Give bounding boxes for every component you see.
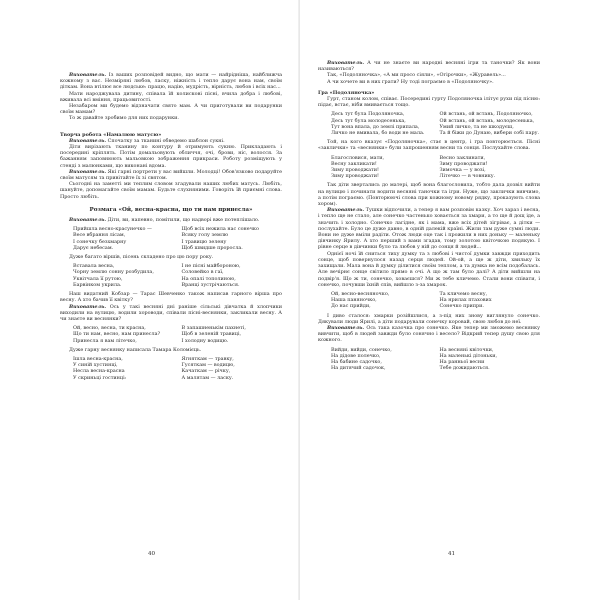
paragraph: Мати народжувала дитину, співала їй колискові пісні, вчила добра і любові, вживала всі вміння, працьовитості.: [60, 90, 282, 103]
poem-line: На маленькі дітоньки,: [439, 352, 498, 359]
poem-line: Благословися, мати,: [331, 154, 385, 161]
paragraph: Ось така казочка про сонечко. Яке тепер ми зможемо веснянку вивчити, щоб в людей завжди було сонячно і весело? Відкрий тепер душу свою для кожного.: [318, 324, 540, 344]
speaker-label: Вихователь.: [69, 72, 107, 78]
poem-line: Вранці зустрічаються.: [181, 281, 240, 288]
page-number: 41: [448, 551, 456, 557]
paragraph: То ж давайте зробимо для них подарунки.: [69, 115, 179, 122]
paragraph: Дуже гарну веснянку написала Тамара Коломієць.: [69, 346, 202, 353]
talk-title: Розмага «Ой, весна-красна, що ти нам принесла»: [89, 206, 253, 213]
poem-line: На весняні квіточки,: [439, 346, 494, 353]
poem-line: Уквітчала її рутою,: [73, 275, 123, 282]
work-title: Творча робота «Намалюю матусю»: [60, 131, 162, 138]
poem-line: Наша паняночко,: [331, 297, 377, 304]
poem-line: Соловейко в гаї,: [181, 269, 224, 276]
poem-block: [331, 291, 540, 310]
poem-line: Прийшла весно-красунечко —: [73, 226, 152, 233]
poem-line: Десь тут була Подоляночка,: [331, 111, 405, 118]
poem-line: Несла весна-красна: [73, 368, 125, 375]
paragraph: Гурт, станом колом, співає. Посередині гурту Подоляночка ілітує рухи під пісню: підає, встає, ніби вмивається тощо.: [318, 96, 540, 109]
speaker-label: Вихователь.: [69, 168, 107, 175]
poem-line: Ой встань, ой встань, Подоляночко,: [439, 111, 533, 118]
poem-line: Ішла весна-красна,: [73, 355, 123, 362]
poem-line: Ой, весно, весна, ти красна,: [73, 325, 146, 332]
poem-line: Та й біжи до Дунаю, вибери собі пару.: [439, 130, 540, 137]
paragraph: Дуже багато віршів, пісень складено про цю пору року.: [69, 254, 214, 261]
paragraph: І диво сталося: хмарки розійшлися, а з-під них знову виглянуло сонечко. Дякували люди Ярилі, а діти подарували сонечку коровай, свою любов до неї.: [318, 312, 540, 325]
poem-line: Дарує небесам.: [73, 244, 114, 251]
poem-line: Всяку голу землю: [181, 232, 229, 239]
poem-line: Десь тут була молодесенька,: [331, 117, 406, 124]
poem-line: Принесла я вам літечко,: [73, 337, 137, 344]
poem-line: На дитячий садочок,: [331, 365, 386, 372]
poem-line: Що ти нам, весно, нам принесла?: [73, 331, 161, 338]
poem-block: [331, 111, 540, 136]
poem-line: Ой встань, ой встань, молодесенька,: [439, 117, 535, 124]
poem-line: В запашненькім пахнеті,: [181, 325, 246, 332]
poem-line: Тебе дожидаються.: [439, 365, 490, 372]
paragraph: Незабаром ми будемо відзначати свято мам. А чи приготували ви подарунки своїм мамам?: [60, 103, 282, 116]
poem-line: Зиму проводжати!: [331, 173, 379, 180]
poem-line: Вставала весна,: [73, 263, 115, 270]
poem-line: На ранньої весни: [439, 358, 485, 365]
poem-line: Тут вона впала, до землі припала,: [331, 123, 420, 130]
poem-line: Щоб швидше проросла.: [181, 244, 243, 251]
poem-block: [73, 263, 282, 288]
speaker-label: Вихователь.: [69, 217, 107, 224]
speaker-label: Вихователь.: [327, 207, 365, 214]
poem-line: Зиму проводжати!: [331, 167, 379, 174]
right-page: [300, 0, 600, 600]
poem-line: Зимочка — у возі,: [439, 167, 486, 174]
poem-line: Ягняткам — травку,: [181, 355, 234, 362]
poem-line: Сонечко припри.: [439, 303, 484, 310]
poem-line: І холодну водицю.: [181, 337, 229, 344]
speaker-label: Вихователь.: [69, 137, 107, 144]
speaker-label: Вихователь.: [69, 303, 107, 310]
paragraph: Діти, ви, напевно, помітили, що надворі вже потеплішало.: [106, 217, 260, 224]
paragraph: Із ваших розповідей видно, що мати — найрідніша, найближча кожному з вас. Незміряні любов, ласку, ніжність і тепло дарує вона нам, своїм діткам. Вона втілює все людське: працю, надію, мудрість, вірність, любов і всіх нас...: [60, 72, 282, 91]
paragraph: Так, «Подоляночка», «А ми просо сіяли», «Огірочки», «Журавель»...: [327, 72, 506, 79]
poem-line: Та кличемо весну,: [439, 290, 488, 297]
paragraph: Які гарні портрети у вас вийшли. Молодці! Обов'язково подаруйте своїм матусям та привітайте їх зі святом.: [60, 168, 282, 182]
poem-line: На бабине садочко,: [331, 358, 382, 365]
page-number: 40: [148, 551, 156, 557]
speaker-label: Вихователь.: [327, 324, 365, 331]
poem-line: На нрилах птахових: [439, 297, 492, 304]
poem-line: І сонечку безхмарну: [73, 238, 127, 245]
poem-line: На опалі тополиною,: [181, 275, 236, 282]
poem-line: Качаткам — річку,: [181, 368, 231, 375]
poem-line: Гусяткам — водицю,: [181, 362, 235, 369]
poem-line: Літечко — в човнику.: [439, 173, 496, 180]
poem-line: Личко не вмивала, бо води не мала.: [331, 130, 425, 137]
poem-line: До нас прийди,: [331, 303, 371, 310]
paragraph: А чи хочете ви в них грати? Ну тоді пограємо в «Подоляночку».: [327, 78, 494, 85]
poem-line: Щоб в зеленій травиці,: [181, 331, 242, 338]
poem-line: На дідове полечко,: [331, 352, 381, 359]
paragraph: А чи не знаєте ви народні весняні ігри та таночки? Як вони називаються?: [318, 60, 540, 73]
poem-line: І не пісні майбороною,: [181, 263, 241, 270]
poem-block: [73, 356, 282, 381]
speaker-label: Вихователь.: [327, 60, 365, 66]
right-page-content: [318, 60, 540, 374]
poem-line: І травицю зелену: [181, 238, 227, 245]
poem-block: [331, 347, 540, 372]
paragraph: Так діти звертались до матері, щоб вона благословила, тобто дала дозвіл вийти на вулицю і починати водити весняні таночки та ігри. Нуже, що заклички вивчимо, а потім пограємо. (Повторюючі слова при кожному новому рядку, проказують слова хором).: [318, 182, 540, 208]
poem-line: Чорну землю сонну розбудила,: [73, 269, 154, 276]
paragraph: Спочатку за тканині обведемо шаблон сукні.: [106, 137, 225, 144]
poem-line: Барвінком укрила.: [73, 281, 122, 288]
poem-line: А малятам — ласку.: [181, 374, 234, 381]
poem-block: [73, 325, 282, 344]
poem-line: Весе вбрання лісам,: [73, 232, 126, 239]
paragraph: Однієї ночі їй сниться тиху думку та з любові і чистої думки завжди приходить сонце, щоб повернулося назад серця людей. Ой-ой, а ще ж діти, хвильку їх захищали. Мала вона й думку ділитися своїм теплом, а та думка не всім подобалась. Але вечірнє сонце світило прямо в очі. А що ж там було далі? А діти вийшли на подвір'я. Що ж ти, сонечко, ховаєшся? Ми ж тебе кличемо. Стали вони співати, і сонечко, почувши їхній спів, вийшло з-за хмарок.: [318, 250, 540, 288]
paragraph: Діти вирізають тканину по контуру й отримують сукню. Прикладають і посередині кріплять. Потім домальовують обличчя, очі, брови, ніс, волосся. За бажанням заповнюють мальовкою зображення прикраси. Роботу розміщують у стенді з малюнками, що виконані вдома.: [60, 144, 282, 169]
paragraph: Сьогодні на заметті ми теплим словом згадували наших любих матусь. Любіть, шануйте, допомагайте своїм мамам. Будьте слухняними. Говоріть їй приємні слова. Просто любіть.: [60, 181, 282, 200]
poem-line: Вийди, вийди, сонечко,: [331, 346, 392, 353]
paragraph: Той, на кого вказує «Подоляночка», стає в центр, і гра повторюється. Пісні «заклички» та «веснянки» були запрошенням весни та сонця. Послухайте слова.: [318, 139, 540, 152]
poem-line: Зиму проводжати!: [439, 160, 488, 167]
poem-block: [331, 155, 540, 180]
poem-line: Ой, весно-весняночко,: [331, 290, 390, 297]
poem-line: У синій хустинці,: [73, 362, 118, 369]
poem-line: Умий личко, та не шкодуєш,: [439, 123, 514, 130]
paragraph: Тушки відпочили, а тепер я вам розповім казку. Хоч зараз і весна, і тепло ще не стало, але сонечко частенько ховається за хмари, а то ще й дощ іде, а значить і холодно. Сонечко лагідне, як і мама, вже всіх дітей зігріває, а дітки — послухайте. Було це дуже давно, в одній далекій країні. Жили там дуже сумні люди. Вони не дуже вміли радіти. Отож люди оце так і прожили в них доньку — маленьку дівчинку Ярилу. А хто перший з вами згадав, тому золотою квіточкою подякую. І рівне серце в дівчинки було та любов у ній до сонця й людей...: [318, 207, 540, 251]
paragraph: Наш видатний Кобзар — Тарас Шевченко також написав гарного вірша про весну. А хто бачив її квітку?: [60, 291, 282, 304]
game-title: Гра «Подоляночка»: [318, 89, 375, 96]
poem-line: Весну закликати!: [331, 160, 377, 167]
poem-line: У скриньці гостинці:: [73, 374, 127, 381]
paragraph: Ось у такі весняні дні раніше сільські дівчатка й хлопчики виходили на вулицю, водили хороводи, співали пісні-веснянки, закликали весну. А чи знаєте ви веснянки?: [60, 303, 282, 322]
poem-line: Весно заклинати,: [439, 154, 486, 161]
poem-block: [73, 226, 282, 251]
poem-line: Щоб всіх нежила нас сонечко: [181, 226, 259, 233]
left-page-content: [60, 60, 282, 384]
